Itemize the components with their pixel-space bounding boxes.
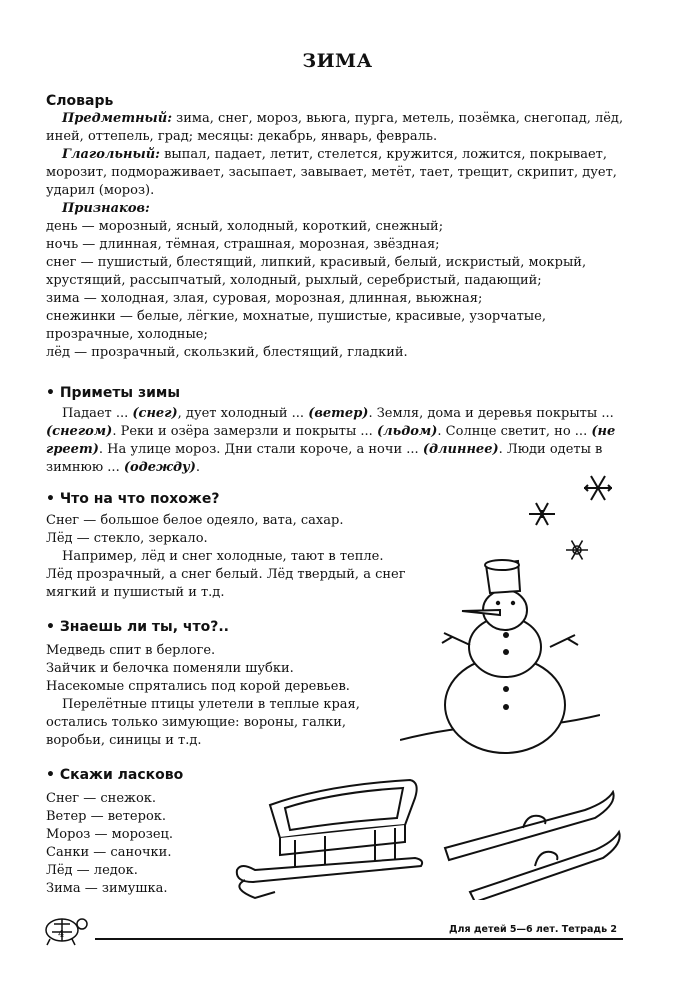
attributes-label: Признаков: bbox=[62, 201, 150, 216]
diminutive-line: Мороз — морозец. bbox=[46, 827, 174, 842]
signs-text: . Люди одеты в зимнюю ... bbox=[46, 442, 603, 475]
signs-heading: • Приметы зимы bbox=[46, 384, 626, 402]
facts-heading: • Знаешь ли ты, что?.. bbox=[46, 618, 406, 636]
footer-note: Для детей 5—6 лет. Тетрадь 2 bbox=[449, 924, 617, 935]
turtle-icon bbox=[38, 912, 93, 947]
diminutive-line: Ветер — ветерок. bbox=[46, 809, 167, 824]
similar-line: Например, лёд и снег холодные, тают в тепле. bbox=[62, 549, 384, 564]
attribute-snowflakes: снежинки — белые, лёгкие, мохнатые, пушистые, красивые, узорчатые, прозрачные, холодные; bbox=[46, 309, 546, 342]
signs-answer: (одежду) bbox=[123, 460, 196, 475]
fact-line: Насекомые спрятались под корой деревьев. bbox=[46, 679, 350, 694]
fact-line: Перелётные птицы улетели в теплые края, остались только зимующие: вороны, галки, воробьи, синицы и т.д. bbox=[46, 697, 360, 748]
snowman-illustration bbox=[400, 555, 600, 770]
sled-illustration bbox=[225, 770, 425, 905]
facts-section bbox=[46, 618, 406, 750]
signs-text: . Земля, дома и деревья покрыты ... bbox=[368, 406, 614, 421]
similar-line: Лёд — стекло, зеркало. bbox=[46, 531, 208, 546]
signs-text: . bbox=[195, 460, 201, 475]
signs-answer: (снегом) bbox=[46, 424, 113, 439]
signs-text: , дует холодный ... bbox=[177, 406, 309, 421]
verbs-label: Глагольный: bbox=[62, 147, 160, 162]
attribute-day: день — морозный, ясный, холодный, короткий, снежный; bbox=[46, 219, 444, 234]
fact-line: Медведь спит в берлоге. bbox=[46, 643, 216, 658]
diminutives-heading: • Скажи ласково bbox=[46, 766, 246, 784]
signs-answer: (снег) bbox=[132, 406, 178, 421]
diminutives-section bbox=[46, 766, 246, 898]
diminutive-line: Зима — зимушка. bbox=[46, 881, 168, 896]
fact-line: Зайчик и белочка поменяли шубки. bbox=[46, 661, 294, 676]
nouns-paragraph bbox=[46, 110, 626, 146]
signs-text: Падает ... bbox=[62, 406, 133, 421]
diminutive-line: Санки — саночки. bbox=[46, 845, 172, 860]
signs-text: . На улице мороз. Дни стали короче, а ночи ... bbox=[98, 442, 423, 457]
vocabulary-section bbox=[46, 92, 626, 362]
nouns-text: зима, снег, мороз, вьюга, пурга, метель, позёмка, снегопад, лёд, иней, оттепель, град; месяцы: декабрь, январь, февраль. bbox=[46, 111, 624, 144]
similar-section bbox=[46, 490, 406, 602]
attribute-night: ночь — длинная, тёмная, страшная, морозная, звёздная; bbox=[46, 237, 440, 252]
footer-divider bbox=[95, 938, 623, 940]
page-number: 4 bbox=[58, 930, 65, 940]
skis-illustration bbox=[435, 790, 625, 900]
verbs-paragraph bbox=[46, 146, 626, 200]
signs-text: . Реки и озёра замерзли и покрыты ... bbox=[112, 424, 377, 439]
signs-answer: (не греет) bbox=[46, 424, 616, 457]
similar-line: Лёд прозрачный, а снег белый. Лёд твердый, а снег мягкий и пушистый и т.д. bbox=[46, 567, 406, 600]
nouns-label: Предметный: bbox=[62, 111, 173, 126]
attribute-snow: снег — пушистый, блестящий, липкий, красивый, белый, искристый, мокрый, хрустящий, рассыпчатый, холодный, рыхлый, серебристый, падающий; bbox=[46, 255, 587, 288]
similar-heading: • Что на что похоже? bbox=[46, 490, 406, 508]
signs-text: . Солнце светит, но ... bbox=[437, 424, 592, 439]
signs-answer: (длиннее) bbox=[422, 442, 499, 457]
signs-paragraph bbox=[46, 405, 626, 477]
snowflake-icon bbox=[584, 476, 612, 500]
similar-line: Снег — большое белое одеяло, вата, сахар. bbox=[46, 513, 344, 528]
diminutive-line: Снег — снежок. bbox=[46, 791, 157, 806]
signs-answer: (льдом) bbox=[376, 424, 438, 439]
signs-answer: (ветер) bbox=[308, 406, 369, 421]
attribute-winter: зима — холодная, злая, суровая, морозная, длинная, вьюжная; bbox=[46, 291, 483, 306]
signs-section bbox=[46, 384, 626, 477]
attribute-ice: лёд — прозрачный, скользкий, блестящий, гладкий. bbox=[46, 345, 408, 360]
page-title: ЗИМА bbox=[302, 50, 373, 72]
snowflake-icon bbox=[529, 503, 555, 525]
diminutive-line: Лёд — ледок. bbox=[46, 863, 138, 878]
verbs-text: выпал, падает, летит, стелется, кружится, ложится, покрывает, морозит, подмораживает, засыпает, завывает, метёт, тает, трещит, скрипит, дует, ударил (мороз). bbox=[46, 147, 617, 198]
vocabulary-heading: Словарь bbox=[46, 93, 114, 109]
